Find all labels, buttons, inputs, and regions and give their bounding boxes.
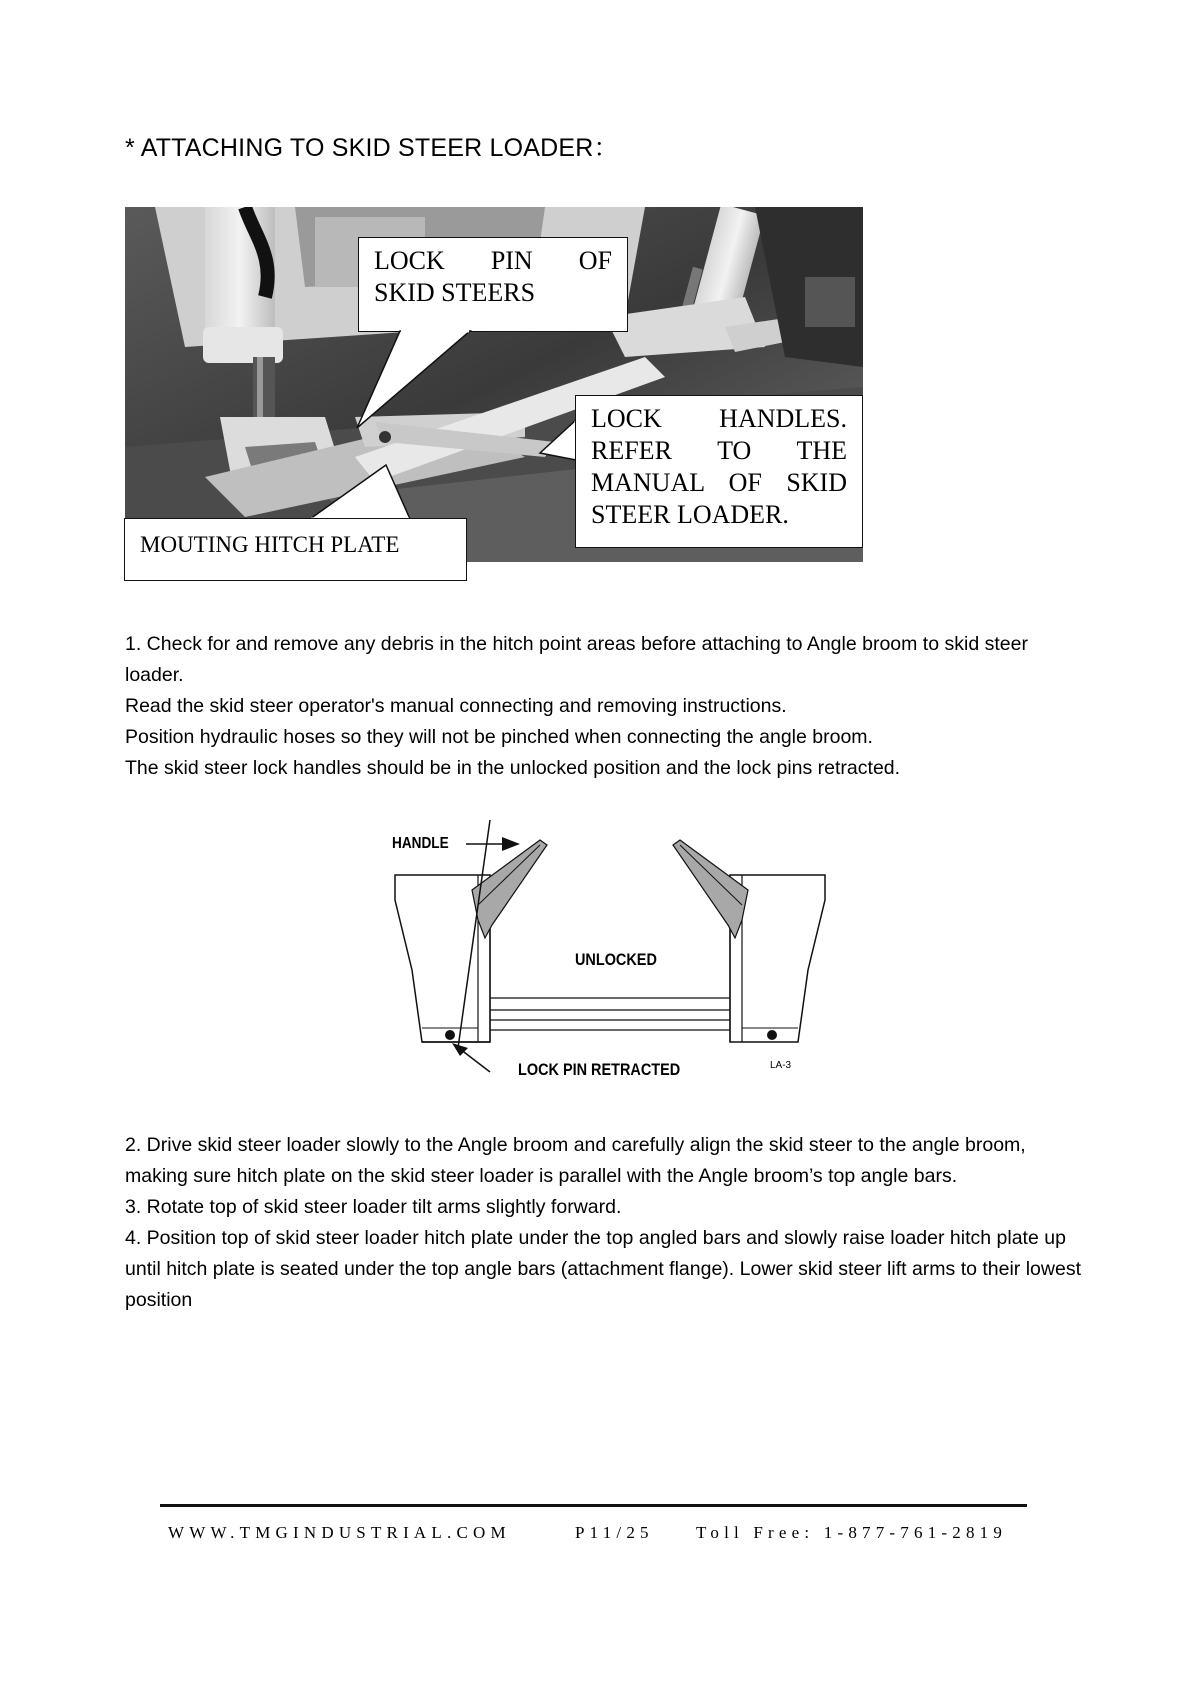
callout-lock-pin-line-1: LOCK PIN OF [374,246,612,275]
instructions-step-1 [125,629,1085,784]
callout-hitch-plate [124,518,467,581]
callout-lock-handles [575,395,863,548]
instruction-line: 2. Drive skid steer loader slowly to the Angle broom and carefully align the skid steer to the angle broom, making sure hitch plate on the skid steer loader is parallel with the Angle broom’s top angle bars. [125,1134,1026,1187]
callout-lock-handles-line-4: STEER LOADER. [591,500,789,529]
callout-lock-pin-line-2: SKID STEERS [374,278,536,307]
section-heading: * ATTACHING TO SKID STEER LOADER： [125,134,619,162]
callout-lock-handles-line-2: REFER TO THE [591,436,847,465]
footer-phone: Toll Free: 1-877-761-2819 [696,1523,1008,1542]
footer-divider [160,1504,1027,1507]
handle-label: HANDLE [392,835,449,852]
footer-page-number: P11/25 [575,1523,654,1542]
callout-lock-handles-line-1: LOCK HANDLES. [591,404,847,433]
lock-pin-retracted-label: LOCK PIN RETRACTED [518,1060,681,1079]
callout-lock-handles-line-3: MANUAL OF SKID [591,468,847,497]
instruction-line: The skid steer lock handles should be in the unlocked position and the lock pins retracted. [125,757,901,779]
figure-id: LA-3 [770,1060,792,1071]
instruction-line: 1. Check for and remove any debris in the hitch point areas before attaching to Angle broom to skid steer loader. [125,633,1028,686]
instruction-line: 3. Rotate top of skid steer loader tilt arms slightly forward. [125,1196,622,1218]
instruction-line: 4. Position top of skid steer loader hitch plate under the top angled bars and slowly raise loader hitch plate up until hitch plate is seated under the top angle bars (attachment flange). Lower skid steer lift arms to their lowest position [125,1227,1081,1311]
instruction-line: Read the skid steer operator's manual connecting and removing instructions. [125,695,787,717]
footer-website: WWW.TMGINDUSTRIAL.COM [168,1523,511,1542]
callout-hitch-plate-label: MOUTING HITCH PLATE [140,532,400,557]
unlocked-label: UNLOCKED [575,950,657,969]
instruction-line: Position hydraulic hoses so they will not be pinched when connecting the angle broom. [125,726,873,748]
unlocked-diagram [380,820,840,1090]
instructions-steps-2-4 [125,1130,1085,1316]
